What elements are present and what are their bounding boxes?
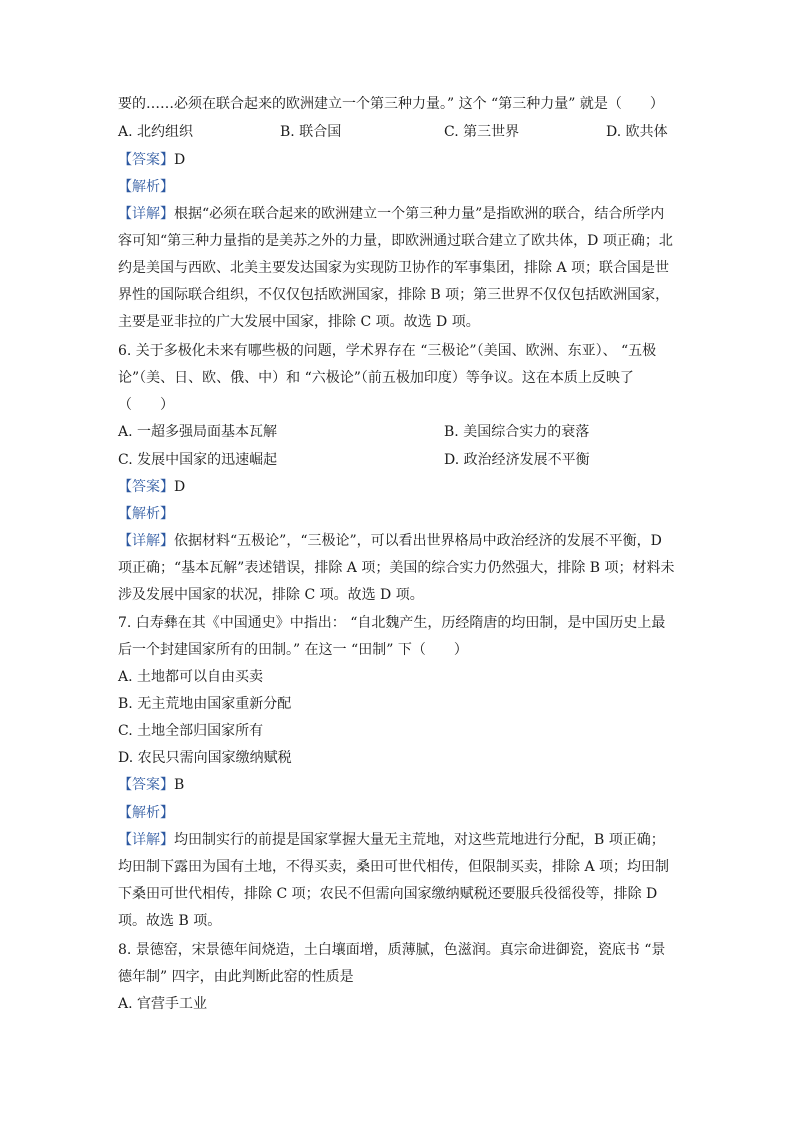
q6-answer: D bbox=[174, 479, 186, 495]
q5-option-d: D. 欧共体 bbox=[606, 124, 668, 140]
q7-detail-line-3: 下桑田可世代相传，排除 C 项；农民不但需向国家缴纳赋税还要服兵役徭役等，排除 D bbox=[118, 886, 658, 902]
q8-stem-line-1: 8. 景德窑，宋景德年间烧造，土白壤面增，质薄腻，色滋润。真宗命进御瓷，瓷底书 “景 bbox=[118, 942, 666, 958]
q7-option-d: D. 农民只需向国家缴纳赋税 bbox=[118, 750, 292, 766]
q7-stem-line-2: 后一个封建国家所有的田制。” 在这一 “田制” 下（ ） bbox=[118, 642, 468, 658]
q7-detail-line-1 bbox=[118, 830, 665, 850]
q7-option-b: B. 无主荒地由国家重新分配 bbox=[118, 696, 292, 712]
q6-option-b: B. 美国综合实力的衰落 bbox=[444, 424, 590, 440]
q7-stem-line-1: 7. 白寿彝在其《中国通史》中指出： “自北魏产生，历经隋唐的均田制，是中国历史上最 bbox=[118, 615, 666, 631]
q5-detail-line-5: 主要是亚非拉的广大发展中国家，排除 C 项。故选 D 项。 bbox=[118, 314, 480, 330]
q6-answer-line bbox=[118, 477, 185, 497]
q6-detail-line-2: 项正确；“基本瓦解”表述错误，排除 A 项；美国的综合实力仍然强大，排除 B 项；材料未 bbox=[118, 560, 675, 576]
q6-stem-line-3: （ ） bbox=[118, 397, 174, 413]
detail-tag: 【详解】 bbox=[118, 832, 174, 848]
q5-detail-line-4: 界性的国际联合组织，不仅仅包括欧洲国家，排除 B 项；第三世界不仅仅包括欧洲国家， bbox=[118, 287, 670, 303]
q6-detail-text: 依据材料“五极论”，“三极论”，可以看出世界格局中政治经济的发展不平衡，D bbox=[174, 533, 662, 549]
q6-analysis-tag: 【解析】 bbox=[118, 506, 174, 522]
answer-tag: 【答案】 bbox=[118, 777, 174, 793]
q6-stem-line-2: 论”（美、日、欧、俄、中）和 “六极论”（前五极加印度）等争议。这在本质上反映了 bbox=[118, 370, 634, 386]
q5-analysis-tag: 【解析】 bbox=[118, 179, 174, 195]
q6-option-c: C. 发展中国家的迅速崛起 bbox=[118, 452, 278, 468]
detail-tag: 【详解】 bbox=[118, 206, 174, 222]
answer-tag: 【答案】 bbox=[118, 152, 174, 168]
detail-tag: 【详解】 bbox=[118, 533, 174, 549]
q5-option-a: A. 北约组织 bbox=[118, 124, 194, 140]
q7-detail-line-4: 项。故选 B 项。 bbox=[118, 913, 222, 929]
q7-detail-text: 均田制实行的前提是国家掌握大量无主荒地，对这些荒地进行分配，B 项正确； bbox=[174, 832, 665, 848]
q7-option-c: C. 土地全部归国家所有 bbox=[118, 723, 264, 739]
q7-detail-line-2: 均田制下露田为国有土地，不得买卖，桑田可世代相传，但限制买卖，排除 A 项；均田制 bbox=[118, 859, 670, 875]
q5-option-b: B. 联合国 bbox=[280, 124, 342, 140]
q6-option-a: A. 一超多强局面基本瓦解 bbox=[118, 424, 278, 440]
q7-option-a: A. 土地都可以自由买卖 bbox=[118, 669, 264, 685]
q6-stem-line-1: 6. 关于多极化未来有哪些极的问题，学术界存在 “三极论”（美国、欧洲、东亚）、 “五极 bbox=[118, 343, 657, 359]
q7-answer: B bbox=[174, 777, 185, 793]
q5-option-c: C. 第三世界 bbox=[444, 124, 520, 140]
q5-detail-line-3: 约是美国与西欧、北美主要发达国家为实现防卫协作的军事集团，排除 A 项；联合国是世 bbox=[118, 260, 670, 276]
q6-detail-line-1 bbox=[118, 531, 662, 551]
q7-analysis-tag: 【解析】 bbox=[118, 805, 174, 821]
q8-stem-line-2: 德年制” 四字，由此判断此窑的性质是 bbox=[118, 969, 354, 985]
q8-option-a: A. 官营手工业 bbox=[118, 996, 208, 1012]
q5-detail-line-2: 容可知“第三种力量指的是美苏之外的力量，即欧洲通过联合建立了欧共体，D 项正确；北 bbox=[118, 233, 673, 249]
q5-detail-text: 根据“必须在联合起来的欧洲建立一个第三种力量”是指欧洲的联合，结合所学内 bbox=[174, 206, 665, 222]
q5-answer: D bbox=[174, 152, 186, 168]
q5-answer-line bbox=[118, 150, 185, 170]
q6-detail-line-3: 涉及发展中国家的状况，排除 C 项。故选 D 项。 bbox=[118, 587, 424, 603]
answer-tag: 【答案】 bbox=[118, 479, 174, 495]
q7-answer-line bbox=[118, 775, 184, 795]
q6-option-d: D. 政治经济发展不平衡 bbox=[444, 452, 590, 468]
q5-detail-line-1 bbox=[118, 204, 664, 224]
q5-stem: 要的……必须在联合起来的欧洲建立一个第三种力量。” 这个 “第三种力量” 就是（ ） bbox=[118, 96, 664, 112]
